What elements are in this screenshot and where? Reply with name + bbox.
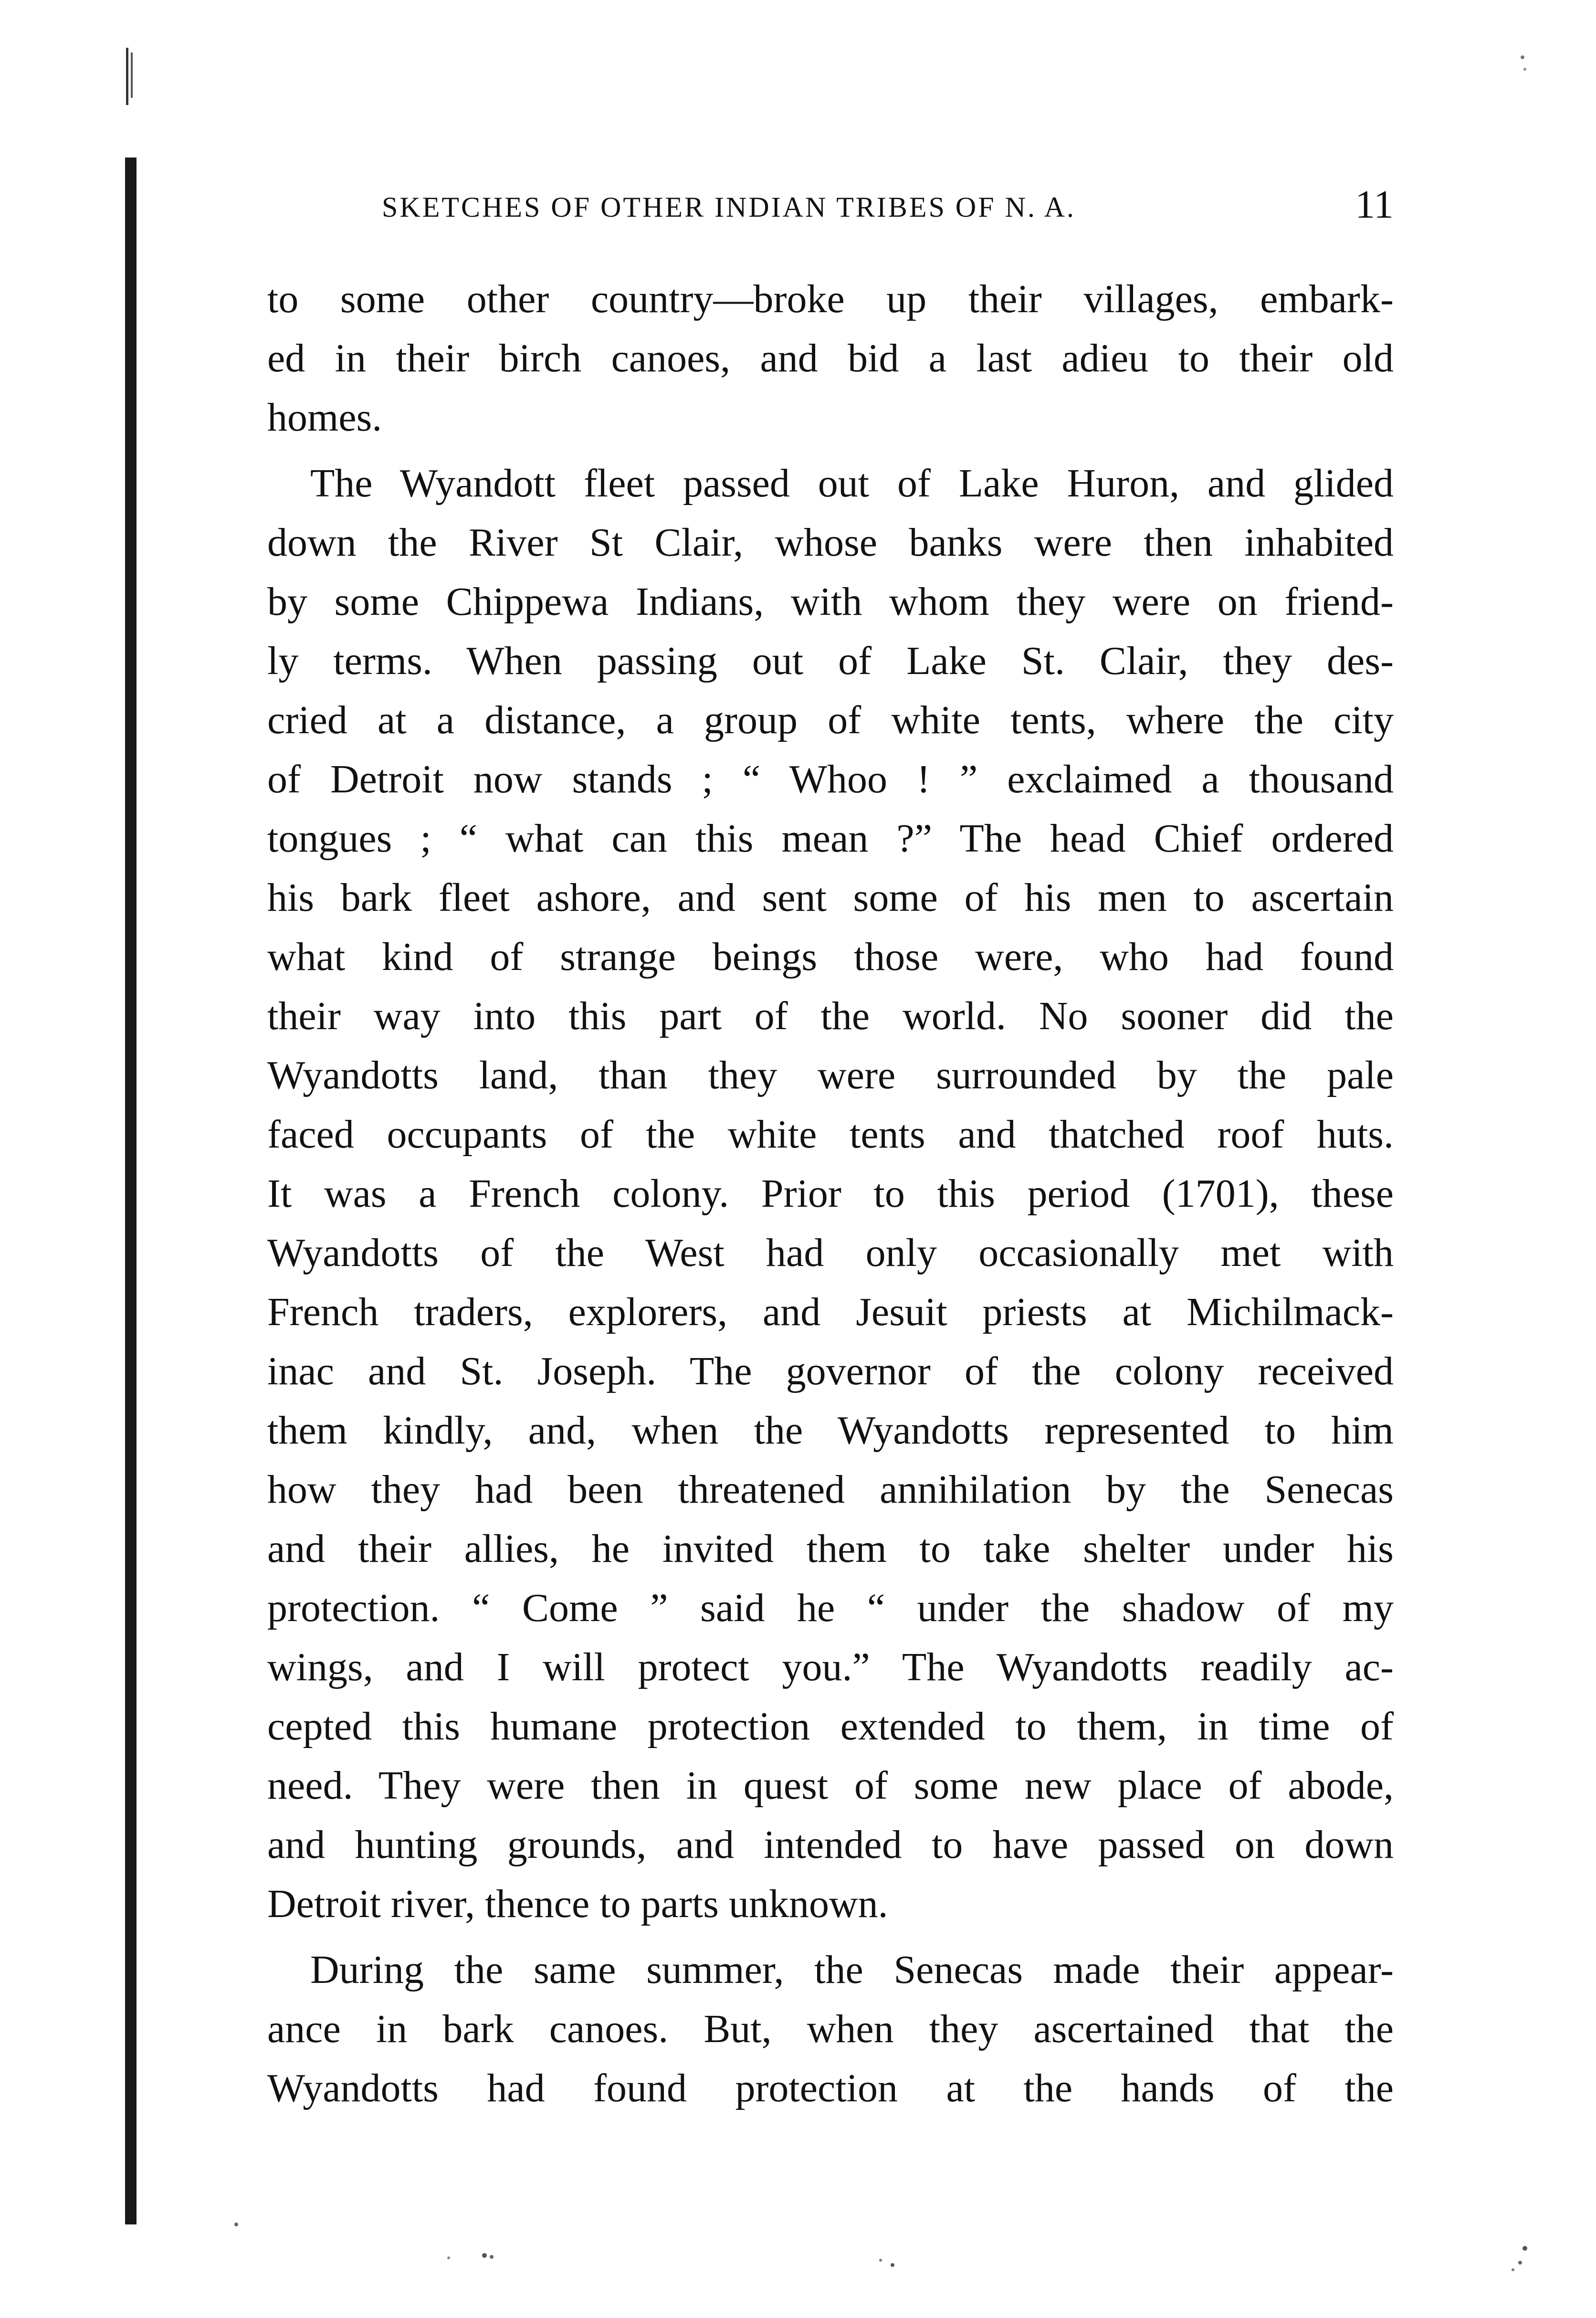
text-line: The Wyandott fleet passed out of Lake Huron, and glided — [310, 461, 1394, 506]
text-line: tongues ; “ what can this mean ?” The head Chief ordered — [267, 816, 1394, 861]
text-line: down the River St Clair, whose banks were then inhabited — [267, 520, 1394, 565]
text-line: cepted this humane protection extended to them, in time of — [267, 1704, 1394, 1749]
text-line: wings, and I will protect you.” The Wyandotts readily ac- — [267, 1645, 1394, 1689]
text-line: his bark fleet ashore, and sent some of his men to ascertain — [267, 875, 1394, 920]
text-line: by some Chippewa Indians, with whom they were on friend- — [267, 580, 1394, 624]
text-line: ance in bark canoes. But, when they ascertained that the — [267, 2007, 1394, 2051]
text-line: ed in their birch canoes, and bid a last adieu to their old — [267, 336, 1394, 380]
text-line: faced occupants of the white tents and thatched roof huts. — [267, 1112, 1394, 1157]
text-line: cried at a distance, a group of white tents, where the city — [267, 698, 1394, 742]
text-line: what kind of strange beings those were, who had found — [267, 935, 1394, 979]
text-line: of Detroit now stands ; “ Whoo ! ” exclaimed a thousand — [267, 757, 1394, 801]
text-line: inac and St. Joseph. The governor of the colony received — [267, 1349, 1394, 1393]
text-line: It was a French colony. Prior to this period (1701), these — [267, 1171, 1394, 1216]
text-line: and hunting grounds, and intended to have passed on down — [267, 1823, 1394, 1867]
text-line: their way into this part of the world. No sooner did the — [267, 994, 1394, 1038]
page-number: 11 — [1355, 182, 1394, 227]
text-line: how they had been threatened annihilation by the Senecas — [267, 1467, 1394, 1512]
text-line: to some other country—broke up their villages, embark- — [267, 277, 1394, 321]
text-line: Detroit river, thence to parts unknown. — [267, 1882, 888, 1926]
text-line: French traders, explorers, and Jesuit priests at Michilmack- — [267, 1290, 1394, 1334]
text-line: need. They were then in quest of some new place of abode, — [267, 1763, 1394, 1808]
text-line: During the same summer, the Senecas made their appear- — [310, 1948, 1394, 1992]
running-head: SKETCHES OF OTHER INDIAN TRIBES OF N. A. — [382, 191, 1076, 223]
text-line: ly terms. When passing out of Lake St. Clair, they des- — [267, 639, 1394, 683]
text-line: protection. “ Come ” said he “ under the shadow of my — [267, 1586, 1394, 1630]
text-line: and their allies, he invited them to take shelter under his — [267, 1527, 1394, 1571]
text-line: Wyandotts had found protection at the hands of the — [267, 2066, 1394, 2110]
text-line: them kindly, and, when the Wyandotts represented to him — [267, 1408, 1394, 1453]
text-line: Wyandotts land, than they were surrounded by the pale — [267, 1053, 1394, 1097]
text-line: Wyandotts of the West had only occasionally met with — [267, 1231, 1394, 1275]
text-line: homes. — [267, 395, 382, 440]
